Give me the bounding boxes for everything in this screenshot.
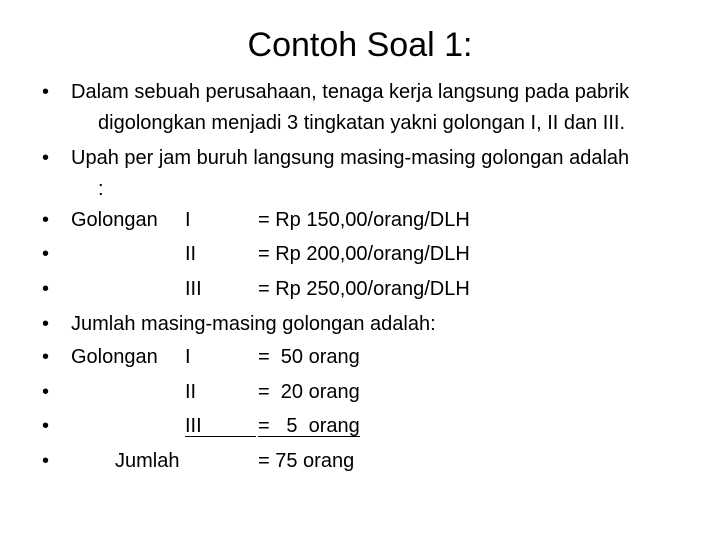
count-value-3 xyxy=(258,409,360,443)
count-level-2: II xyxy=(185,381,197,403)
count-level-3-underlined: III xyxy=(185,416,256,437)
count-value-1: = 50 orang xyxy=(258,346,360,368)
count-value-2: = 20 orang xyxy=(258,381,360,403)
total-label: Jumlah xyxy=(115,450,180,472)
wage-label: Golongan xyxy=(71,209,158,231)
bullet-marker: • xyxy=(42,415,50,437)
slide-title: Contoh Soal 1: xyxy=(247,26,473,64)
bullet-text-wage-intro: Upah per jam buruh langsung masing-masing golongan adalah xyxy=(71,147,630,169)
count-value-3-underlined: = 5 orang xyxy=(258,415,360,437)
bullet-marker: • xyxy=(42,381,50,403)
bullet-marker: • xyxy=(42,81,50,103)
bullet-marker: • xyxy=(42,243,50,265)
wage-value-2: = Rp 200,00/orang/DLH xyxy=(258,243,470,265)
bullet-marker: • xyxy=(42,450,50,472)
count-level-1: I xyxy=(185,346,191,368)
bullet-marker: • xyxy=(42,278,50,300)
bullet-marker: • xyxy=(42,313,50,335)
wage-level-3: III xyxy=(185,278,202,300)
count-label: Golongan xyxy=(71,346,158,368)
bullet-text-company-cont: digolongkan menjadi 3 tingkatan yakni golongan I, II dan III. xyxy=(98,112,626,134)
wage-level-1: I xyxy=(185,209,191,231)
count-level-3 xyxy=(185,409,256,443)
wage-value-1: = Rp 150,00/orang/DLH xyxy=(258,209,470,231)
total-value: = 75 orang xyxy=(258,450,355,472)
wage-level-2: II xyxy=(185,243,197,265)
wage-value-3: = Rp 250,00/orang/DLH xyxy=(258,278,470,300)
bullet-marker: • xyxy=(42,147,50,169)
count-heading: Jumlah masing-masing golongan adalah: xyxy=(71,313,436,335)
bullet-marker: • xyxy=(42,346,50,368)
bullet-text-wage-intro-cont: : xyxy=(98,178,104,200)
bullet-text-company: Dalam sebuah perusahaan, tenaga kerja langsung pada pabrik xyxy=(71,81,630,103)
bullet-marker: • xyxy=(42,209,50,231)
